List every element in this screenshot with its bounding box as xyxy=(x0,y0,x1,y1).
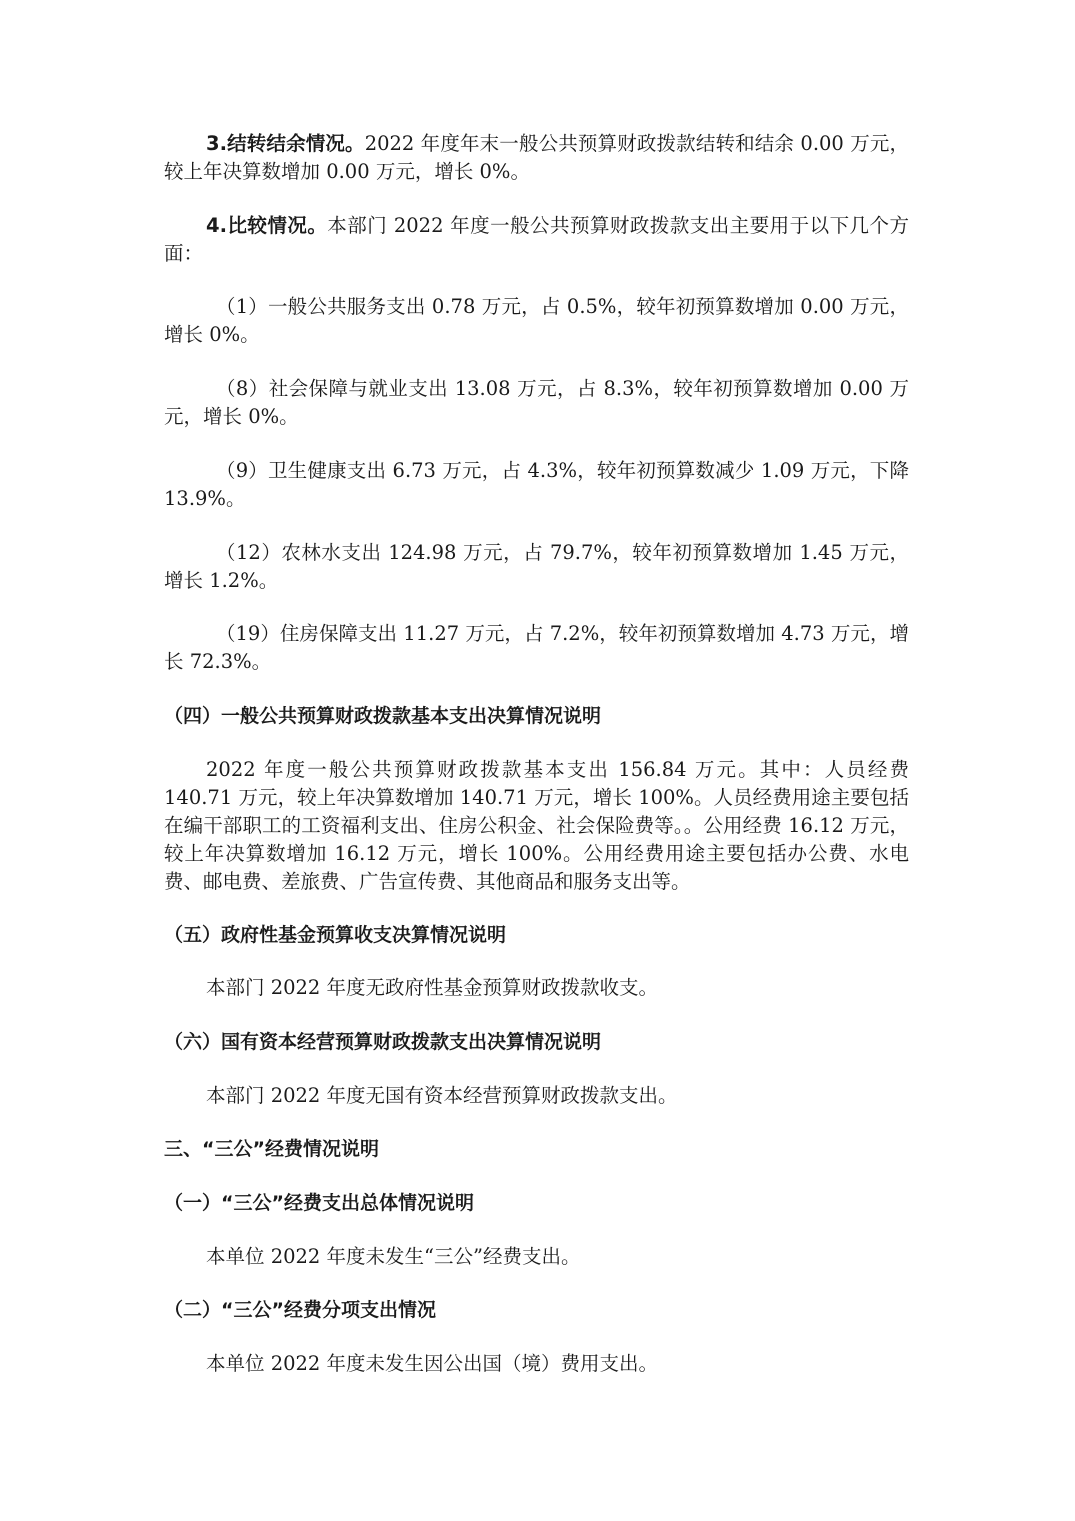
paragraph-state-capital: 本部门 2022 年度无国有资本经营预算财政拨款支出。 xyxy=(206,1084,678,1107)
paragraph-lead: 4.比较情况。 xyxy=(206,214,328,237)
section-heading: （五）政府性基金预算收支决算情况说明 xyxy=(164,924,507,946)
paragraph-text: 本部门 2022 年度一般公共预算财政拨款支出主要用于以下几个方面： xyxy=(164,214,909,265)
list-item: （8）社会保障与就业支出 13.08 万元，占 8.3%，较年初预算数增加 0.00 万元，增长 0%。 xyxy=(164,377,909,428)
section-heading: （四）一般公共预算财政拨款基本支出决算情况说明 xyxy=(164,705,602,727)
paragraph-lead: 3.结转结余情况。 xyxy=(206,132,365,155)
paragraph-basic-expenditure: 2022 年度一般公共预算财政拨款基本支出 156.84 万元。其中：人员经费 140.71 万元，较上年决算数增加 140.71 万元，增长 100%。人员经费用途主要包括在编干部职工的工资福利支出、住房公积金、社会保险费等。。公用经费 16.12 万元，较上年决算数增加 16.12 万元，增长 100%。公用经费用途主要包括办公费、水电费、邮电费、差旅费、广告宣传费、其他商品和服务支出等。 xyxy=(164,758,909,893)
paragraph-comparison xyxy=(164,212,909,268)
list-item: （9）卫生健康支出 6.73 万元，占 4.3%，较年初预算数减少 1.09 万元，下降 13.9%。 xyxy=(164,459,909,510)
list-item: （19）住房保障支出 11.27 万元，占 7.2%，较年初预算数增加 4.73 万元，增长 72.3%。 xyxy=(164,622,909,673)
list-item: （12）农林水支出 124.98 万元，占 79.7%，较年初预算数增加 1.45 万元，增长 1.2%。 xyxy=(164,541,909,592)
paragraph-text: 2022 年度年末一般公共预算财政拨款结转和结余 0.00 万元，较上年决算数增加 0.00 万元，增长 0%。 xyxy=(164,132,909,183)
chapter-heading: 三、“三公”经费情况说明 xyxy=(164,1138,379,1160)
paragraph-three-public-items: 本单位 2022 年度未发生因公出国（境）费用支出。 xyxy=(206,1352,659,1375)
section-heading: （六）国有资本经营预算财政拨款支出决算情况说明 xyxy=(164,1031,602,1053)
paragraph-fund: 本部门 2022 年度无政府性基金预算财政拨款收支。 xyxy=(206,976,659,999)
paragraph-three-public-overall: 本单位 2022 年度未发生“三公”经费支出。 xyxy=(206,1245,581,1268)
section-heading: （二）“三公”经费分项支出情况 xyxy=(164,1299,436,1321)
list-item: （1）一般公共服务支出 0.78 万元，占 0.5%，较年初预算数增加 0.00 万元，增长 0%。 xyxy=(164,295,909,346)
section-heading: （一）“三公”经费支出总体情况说明 xyxy=(164,1192,474,1214)
paragraph-carryover xyxy=(164,130,909,186)
